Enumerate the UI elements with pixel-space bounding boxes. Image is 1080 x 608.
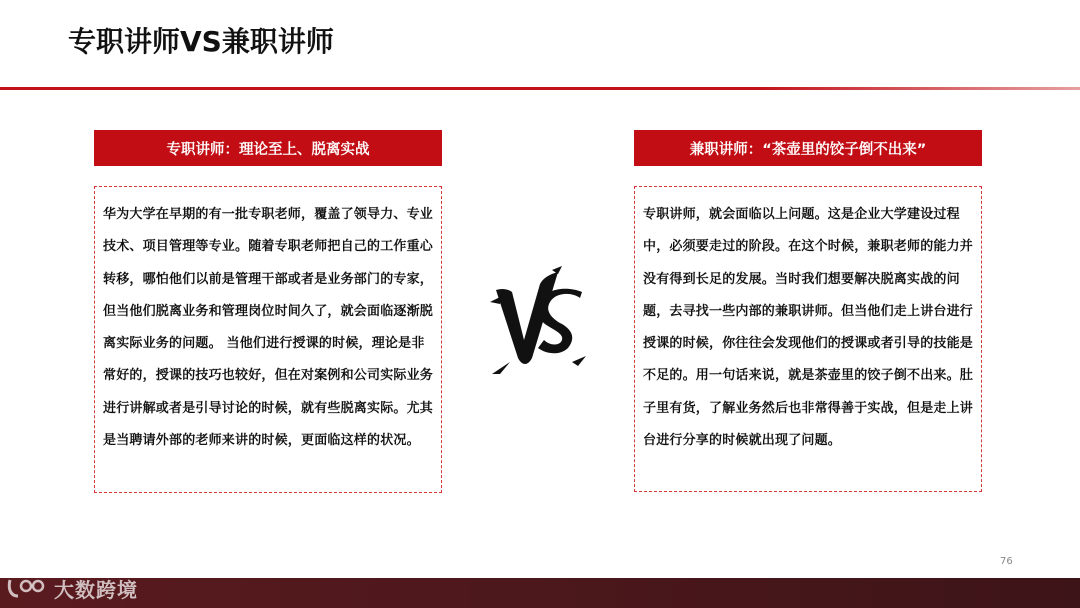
watermark-text: 大数跨境 [54, 577, 138, 602]
footer-bar [0, 578, 1080, 608]
slide-title: 专职讲师VS兼职讲师 [68, 25, 334, 58]
parttime-lecturer-header: 兼职讲师：“茶壶里的饺子倒不出来” [634, 130, 982, 166]
vs-graphic [488, 262, 588, 382]
parttime-lecturer-text: 专职讲师，就会面临以上问题。这是企业大学建设过程中，必须要走过的阶段。在这个时候，兼职老师的能力并没有得到长足的发展。当时我们想要解决脱离实战的问题，去寻找一些内部的兼职讲师。但当他们走上讲台进行授课的时候，你往往会发现他们的授课或者引导的技能是不足的。用一句话来说，就是茶壶里的饺子倒不出来。肚子里有货，了解业务然后也非常得善于实战，但是走上讲台进行分享的时候就出现了问题。 [634, 186, 982, 492]
fulltime-lecturer-text: 华为大学在早期的有一批专职老师，覆盖了领导力、专业技术、项目管理等专业。随着专职老师把自己的工作重心转移，哪怕他们以前是管理干部或者是业务部门的专家，但当他们脱离业务和管理岗位时间久了，就会面临逐渐脱离实际业务的问题。 当他们进行授课的时候，理论是非常好的，授课的技巧也较好，但在对案例和公司实际业务进行讲解或者是引导讨论的时候，就有些脱离实际。尤其是当聘请外部的老师来讲的时候，更面临这样的状况。 [94, 186, 442, 493]
page-number: 76 [1000, 556, 1013, 567]
title-divider [0, 87, 1080, 90]
watermark-logo [6, 570, 138, 606]
fulltime-lecturer-header: 专职讲师：理论至上、脱离实战 [94, 130, 442, 166]
brand-logo-icon [6, 576, 50, 600]
